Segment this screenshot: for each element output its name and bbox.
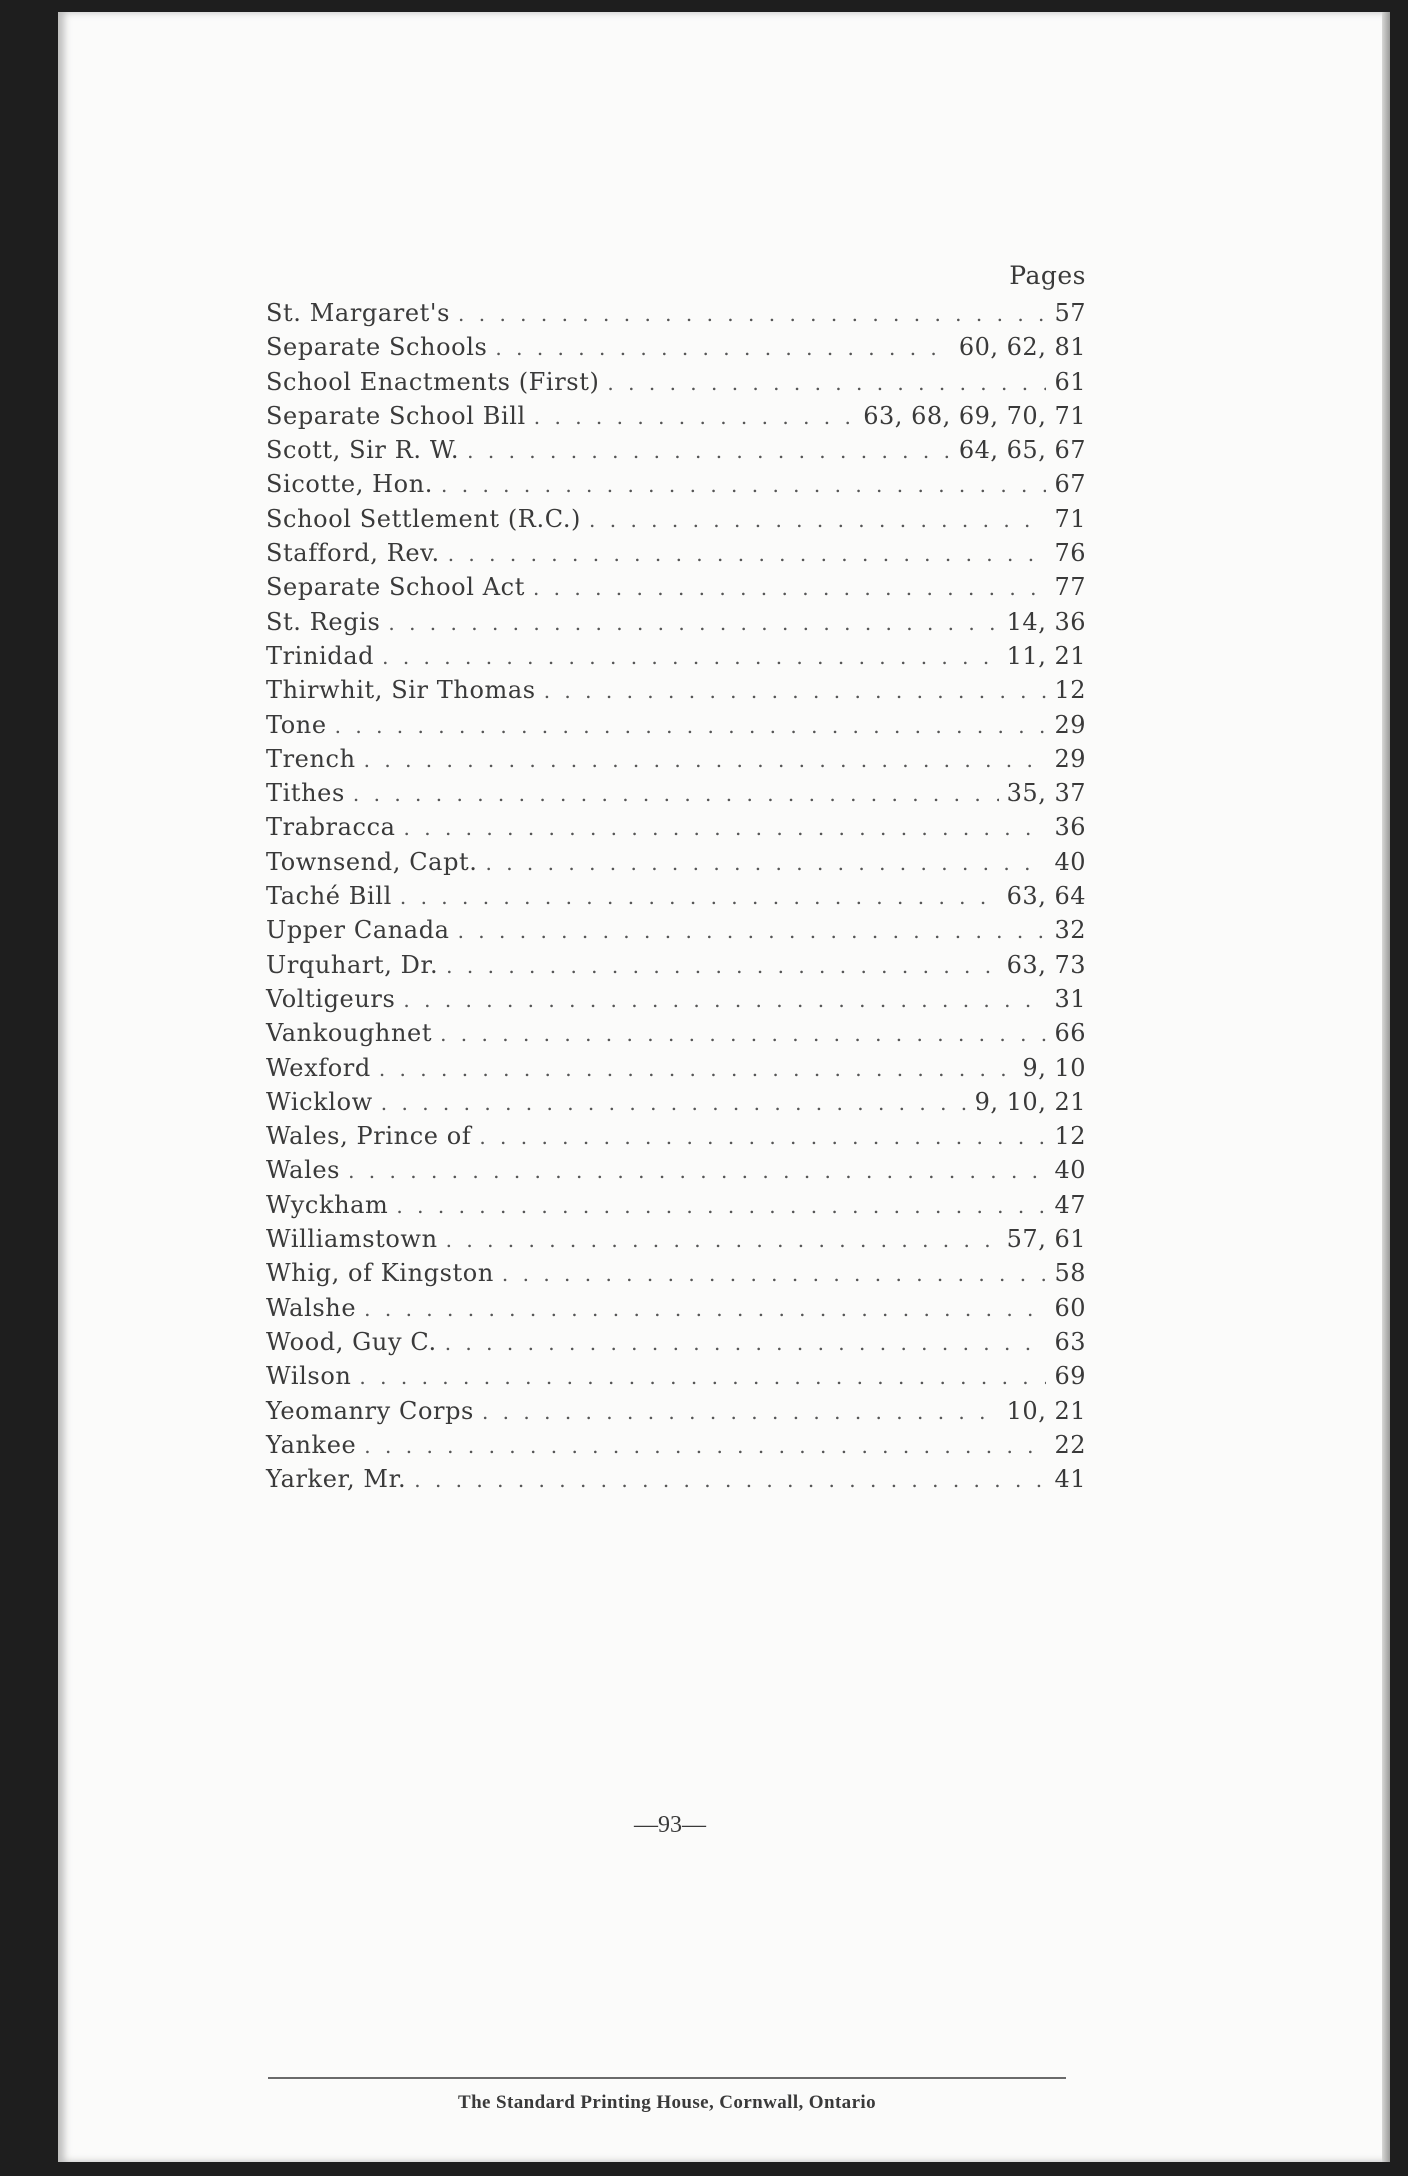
index-entry (266, 708, 1086, 742)
page-number: —93— (634, 1812, 706, 1838)
index-term: Stafford, Rev. (266, 539, 440, 568)
dot-leader (403, 983, 1046, 1017)
dot-leader (589, 503, 1046, 537)
dot-leader (353, 777, 999, 811)
index-term: Taché Bill (266, 882, 392, 911)
dot-leader (479, 1120, 1046, 1154)
index-pages: 32 (1054, 916, 1086, 945)
index-pages: 63 (1054, 1327, 1086, 1356)
dot-leader (495, 331, 950, 365)
dot-leader (348, 1154, 1046, 1188)
index-entry (266, 1359, 1086, 1393)
dot-leader (458, 297, 1046, 331)
index-term: Yankee (266, 1430, 357, 1459)
index-term: Urquhart, Dr. (266, 950, 439, 979)
index-term: Trinidad (266, 641, 375, 670)
index-entry (266, 879, 1086, 913)
index-pages: 22 (1054, 1430, 1086, 1459)
index-entry (266, 673, 1086, 707)
index-term: Wyckham (266, 1190, 389, 1219)
index-pages: 41 (1054, 1465, 1086, 1494)
dot-leader (533, 571, 1047, 605)
dot-leader (388, 606, 998, 640)
dot-leader (414, 1463, 1046, 1497)
index-pages: 69 (1054, 1362, 1086, 1391)
index-entry (266, 913, 1086, 947)
index-entry (266, 330, 1086, 364)
printer-imprint: The Standard Printing House, Cornwall, Ontario (458, 2092, 876, 2113)
index-pages: 9, 10 (1022, 1053, 1086, 1082)
index-entry (266, 1291, 1086, 1325)
index-entry (266, 502, 1086, 536)
dot-leader (458, 914, 1047, 948)
dot-leader (379, 1052, 1015, 1086)
index-term: Townsend, Capt. (266, 847, 478, 876)
index-entry (266, 1153, 1086, 1187)
index-term: School Settlement (R.C.) (266, 504, 582, 533)
dot-leader (448, 537, 1047, 571)
dot-leader (396, 1189, 1046, 1223)
dot-leader (382, 640, 999, 674)
dot-leader (486, 846, 1047, 880)
dot-leader (446, 949, 998, 983)
index-term: St. Regis (266, 607, 381, 636)
dot-leader (400, 880, 999, 914)
index-term: School Enactments (First) (266, 367, 600, 396)
index-term: Sicotte, Hon. (266, 470, 434, 499)
index-pages: 35, 37 (1006, 779, 1086, 808)
index-term: Vankoughnet (266, 1019, 433, 1048)
dot-leader (544, 674, 1047, 708)
index-term: Separate School Act (266, 573, 525, 602)
index-pages: 71 (1054, 504, 1086, 533)
index-pages: 77 (1054, 573, 1086, 602)
index-term: Williamstown (266, 1225, 438, 1254)
index-pages: 57, 61 (1006, 1225, 1086, 1254)
index-entry (266, 605, 1086, 639)
index-entry (266, 810, 1086, 844)
dot-leader (364, 743, 1047, 777)
index-entry (266, 982, 1086, 1016)
index-entry (266, 1256, 1086, 1290)
index-term: Wales, Prince of (266, 1122, 472, 1151)
dot-leader (534, 400, 855, 434)
index-pages: 63, 73 (1006, 950, 1086, 979)
index-entry (266, 296, 1086, 330)
page-edge (1382, 12, 1390, 2162)
dot-leader (482, 1395, 999, 1429)
index-term: Tone (266, 710, 327, 739)
dot-leader (364, 1429, 1046, 1463)
index-term: Voltigeurs (266, 984, 396, 1013)
index-term: Scott, Sir R. W. (266, 436, 460, 465)
index-pages: 76 (1054, 539, 1086, 568)
index-entry (266, 433, 1086, 467)
index-entry (266, 1085, 1086, 1119)
index-entry (266, 1394, 1086, 1428)
index-term: Trench (266, 744, 356, 773)
index-pages: 40 (1054, 1156, 1086, 1185)
index-pages: 12 (1054, 1122, 1086, 1151)
index-entry (266, 639, 1086, 673)
index-pages: 29 (1054, 710, 1086, 739)
index-entry (266, 467, 1086, 501)
index-entry (266, 399, 1086, 433)
dot-leader (359, 1360, 1046, 1394)
index-term: Separate School Bill (266, 401, 526, 430)
index-pages: 12 (1054, 676, 1086, 705)
index-pages: 9, 10, 21 (974, 1087, 1086, 1116)
index-entry (266, 1222, 1086, 1256)
index-term: Walshe (266, 1293, 357, 1322)
index-pages: 29 (1054, 744, 1086, 773)
index-term: Whig, of Kingston (266, 1259, 494, 1288)
index-term: Trabracca (266, 813, 396, 842)
pages-column-heading: Pages (1009, 261, 1086, 290)
index-term: Tithes (266, 779, 345, 808)
index-term: St. Margaret's (266, 299, 451, 327)
index-pages: 63, 68, 69, 70, 71 (863, 401, 1086, 430)
dot-leader (404, 811, 1047, 845)
index-pages: 67 (1054, 470, 1086, 499)
index-entry (266, 1188, 1086, 1222)
index-entry (266, 536, 1086, 570)
index-pages: 11, 21 (1006, 641, 1086, 670)
index-pages: 31 (1054, 984, 1086, 1013)
index-term: Separate Schools (266, 333, 488, 362)
index-pages: 10, 21 (1006, 1396, 1086, 1425)
index-entry (266, 365, 1086, 399)
index-pages: 60, 62, 81 (958, 333, 1086, 362)
index-entry (266, 1428, 1086, 1462)
index-entry (266, 948, 1086, 982)
index-term: Wood, Guy C. (266, 1327, 437, 1356)
index-term: Yeomanry Corps (266, 1396, 474, 1425)
index-term: Yarker, Mr. (266, 1465, 407, 1494)
dot-leader (467, 434, 951, 468)
index-entry (266, 1462, 1086, 1496)
footer-rule (268, 2077, 1066, 2079)
index-pages: 14, 36 (1006, 607, 1086, 636)
index-pages: 60 (1054, 1293, 1086, 1322)
dot-leader (445, 1326, 1047, 1360)
index-entries (266, 296, 1086, 1496)
dot-leader (364, 1292, 1046, 1326)
index-pages: 64, 65, 67 (958, 436, 1086, 465)
index-entry (266, 1051, 1086, 1085)
index-entry (266, 776, 1086, 810)
dot-leader (446, 1223, 999, 1257)
index-pages: 66 (1054, 1019, 1086, 1048)
index-entry (266, 845, 1086, 879)
index-term: Wilson (266, 1362, 352, 1391)
index-term: Wicklow (266, 1087, 373, 1116)
dot-leader (607, 366, 1046, 400)
index-term: Wexford (266, 1053, 371, 1082)
index-pages: 61 (1054, 367, 1086, 396)
index-pages: 40 (1054, 847, 1086, 876)
dot-leader (502, 1257, 1047, 1291)
index-pages: 47 (1054, 1190, 1086, 1219)
index-entry (266, 742, 1086, 776)
index-entry (266, 1119, 1086, 1153)
index-pages: 57 (1054, 299, 1086, 327)
dot-leader (335, 709, 1047, 743)
dot-leader (381, 1086, 967, 1120)
index-list (266, 256, 1086, 1496)
index-entry (266, 1325, 1086, 1359)
index-pages: 36 (1054, 813, 1086, 842)
index-term: Wales (266, 1156, 341, 1185)
index-pages: 58 (1054, 1259, 1086, 1288)
dot-leader (440, 1017, 1046, 1051)
index-entry (266, 1016, 1086, 1050)
index-term: Thirwhit, Sir Thomas (266, 676, 536, 705)
index-term: Upper Canada (266, 916, 450, 945)
index-pages: 63, 64 (1006, 882, 1086, 911)
dot-leader (441, 468, 1046, 502)
index-entry (266, 570, 1086, 604)
